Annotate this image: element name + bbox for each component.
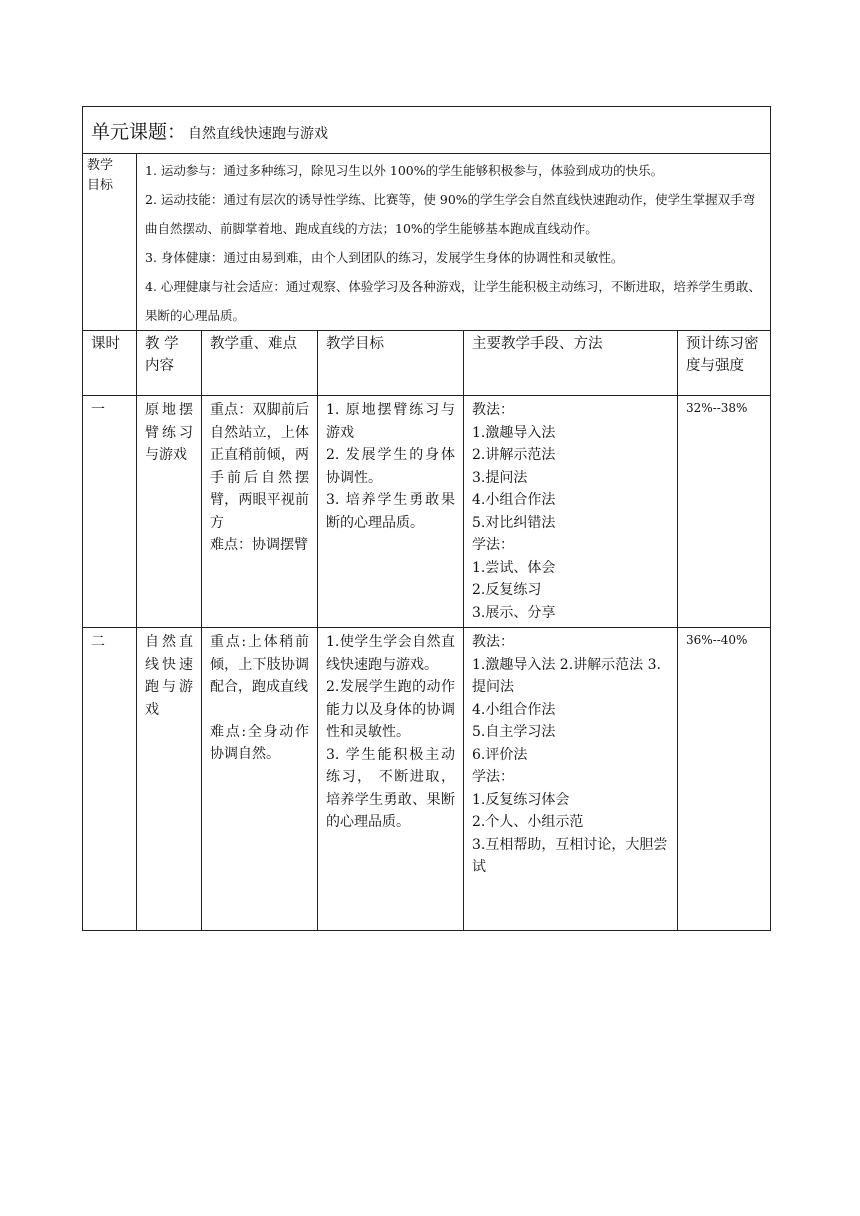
method-item: 4.小组合作法 [472, 701, 556, 718]
method-item: 1.激趣导入法 2.讲解示范法 3.提问法 [472, 656, 661, 695]
lesson-content: 原地摆臂练习与游戏 [137, 396, 202, 628]
method-item: 2.个人、小组示范 [472, 814, 584, 830]
method-item: 学法： [472, 769, 514, 785]
method-item: 学法： [472, 537, 514, 553]
key-point-text: 重点：双脚前后自然站立，上体正直稍前倾，两手前后自然摆臂，两眼平视前方 [210, 402, 309, 531]
key-point-text: 重点:上体稍前倾，上下肢协调配合，跑成直线 [210, 634, 309, 695]
goals-label-line1: 教学 [87, 158, 114, 173]
goal-item: 1. 运动参与：通过多种练习，除见习生以外 100%的学生能够积极参与，体验到成功的快乐。 [145, 163, 664, 178]
difficulty-text: 难点：协调摆臂 [210, 537, 308, 553]
lesson-row-1 [83, 396, 771, 628]
lesson-density: 36%--40% [678, 628, 771, 931]
objective-item: 2. 发展学生的身体协调性。 [326, 447, 455, 486]
lesson-content: 自然直线快速跑与游戏 [137, 628, 202, 931]
method-item: 5.自主学习法 [472, 724, 556, 740]
lesson-objectives [318, 628, 464, 931]
method-item: 教法： [472, 634, 514, 650]
header-objectives: 教学目标 [318, 331, 464, 396]
unit-title-cell [83, 107, 771, 154]
lesson-density: 32%--38% [678, 396, 771, 628]
method-item: 5.对比纠错法 [472, 514, 556, 531]
objective-item: 3. 学生能积极主动练习， 不断进取， 培养学生勇敢、果断的心理品质。 [326, 746, 455, 830]
lesson-key-points [202, 396, 318, 628]
header-row [83, 331, 771, 396]
method-item: 3.提问法 [472, 469, 528, 486]
method-item: 4.小组合作法 [472, 492, 556, 508]
goals-body-cell [137, 154, 771, 331]
lesson-objectives [318, 396, 464, 628]
method-item: 教法： [472, 402, 514, 418]
method-item: 3.展示、分享 [472, 604, 556, 621]
objective-item: 1.使学生学会自然直线快速跑与游戏。 [326, 634, 455, 673]
goals-label-line2: 目标 [87, 178, 114, 193]
unit-title-label: 单元课题： [91, 120, 187, 143]
method-item: 6.评价法 [472, 746, 528, 763]
goal-item: 4. 心理健康与社会适应：通过观察、体验学习及各种游戏，让学生能积极主动练习，不断进取，培养学生勇敢、果断的心理品质。 [145, 279, 761, 323]
lesson-row-2 [83, 628, 771, 931]
method-item: 3.互相帮助，互相讨论，大胆尝试 [472, 836, 668, 875]
method-item: 1.激趣导入法 [472, 424, 556, 441]
goals-row [83, 154, 771, 331]
method-item: 2.反复练习 [472, 582, 542, 598]
method-item: 2.讲解示范法 [472, 447, 556, 463]
lesson-plan-table [82, 106, 771, 931]
lesson-plan-document [82, 106, 770, 931]
lesson-methods [464, 628, 678, 931]
difficulty-text: 难点:全身动作协调自然。 [210, 723, 309, 762]
header-methods: 主要教学手段、方法 [464, 331, 678, 396]
goal-item: 2. 运动技能：通过有层次的诱导性学练、比赛等，使 90%的学生学会自然直线快速跑动作，使学生掌握双手弯曲自然摆动、前脚掌着地、跑成直线的方法；10%的学生能够基本跑成直线动作。 [145, 192, 756, 236]
lesson-methods [464, 396, 678, 628]
lesson-number: 一 [83, 396, 137, 628]
objective-item: 2.发展学生跑的动作能力以及身体的协调性和灵敏性。 [326, 679, 455, 740]
lesson-key-points [202, 628, 318, 931]
objective-item: 1. 原地摆臂练习与游戏 [326, 402, 455, 441]
header-lesson: 课时 [83, 331, 137, 396]
lesson-number: 二 [83, 628, 137, 931]
method-item: 1.反复练习体会 [472, 791, 570, 808]
objective-item: 3. 培养学生勇敢果断的心理品质。 [326, 492, 455, 531]
header-key-points: 教学重、难点 [202, 331, 318, 396]
goals-label-cell [83, 154, 137, 331]
goal-item: 3. 身体健康：通过由易到难，由个人到团队的练习，发展学生身体的协调性和灵敏性。 [145, 250, 624, 265]
unit-title-text: 自然直线快速跑与游戏 [188, 125, 329, 142]
header-content: 教 学 内容 [137, 331, 202, 396]
header-density: 预计练习密度与强度 [678, 331, 771, 396]
method-item: 1.尝试、体会 [472, 559, 556, 576]
unit-title-row [83, 107, 771, 154]
